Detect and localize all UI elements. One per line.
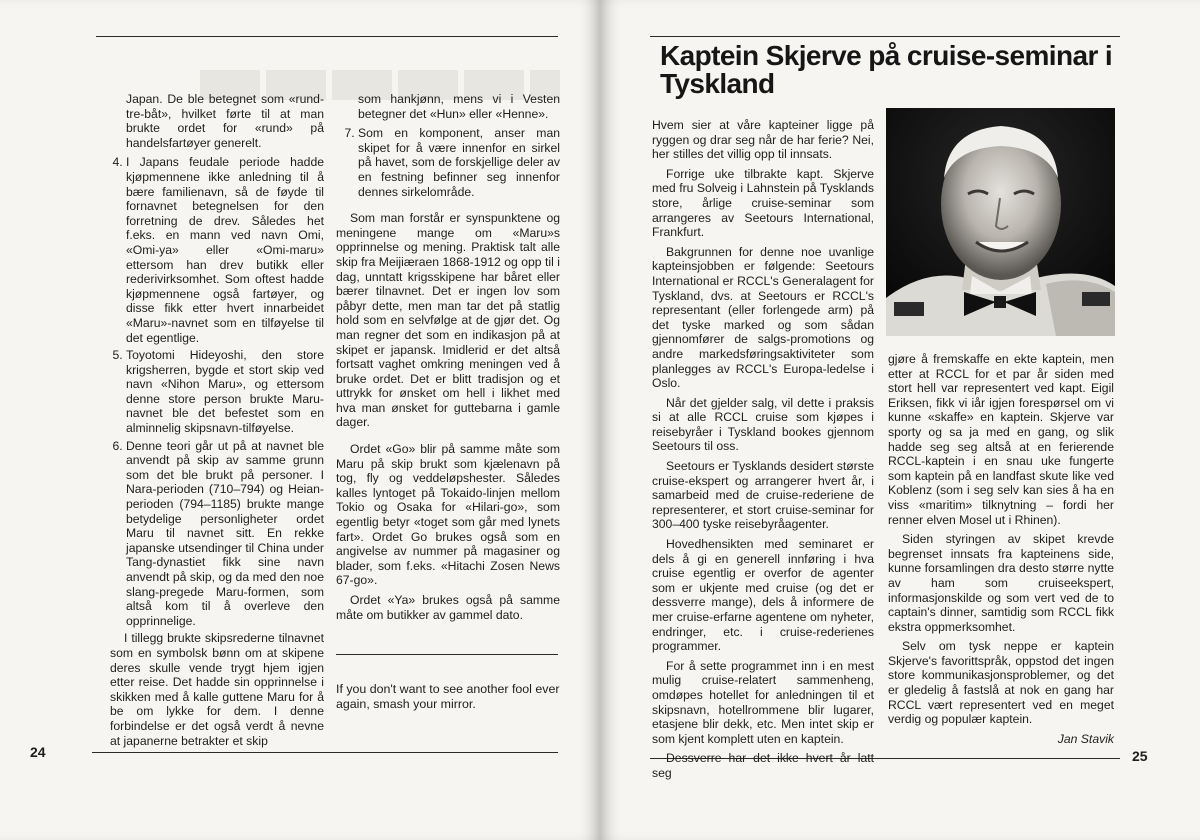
page-number: 24	[30, 744, 46, 760]
paragraph: Ordet «Go» blir på samme måte som Maru på skip brukt som kjælenavn på tog, fly og veddeløpshester. Således kalles lyntoget på Tokaido-linjen mellom Tokio og Osaka for «Hilari-go», som egentlig betyr «toget som går med lynets fart». Ordet Go brukes også som en angivelse av nummer på magasiner og blader, som f.eks. «Hitachi Zosen News 67-go».	[336, 442, 560, 588]
paragraph: I tillegg brukte skipsrederne tilnavnet som en symbolsk bønn om at skipene deres skulle vende trygt hjem igjen etter reise. Det hadde sin opprinnelse i skikken med å kalle guttene Maru for å be om lykke for dem. I denne forbindelse er det også verdt å nevne at japanerne betrakter et skip	[110, 631, 324, 748]
paragraph: gjøre å fremskaffe en ekte kaptein, men etter at RCCL for et par år siden med stort hell var representert ved kapt. Eigil Eriksen, fikk vi iår igjen forespørsel om vi kunne «skaffe» en kaptein. Skjerve var sporty og sa ja med en gang, og slik hadde seg seg altså at en ferierende RCCL-kaptein i en snau uke fungerte som kaptein på en landfast skute like ved Koblenz (som i seg selv kan sies å ha en viss «maritim» tilknytning – fordi her renner elven Mosel ut i Rhinen).	[888, 352, 1114, 527]
article-title: Kaptein Skjerve på cruise-seminar i Tyskland	[660, 40, 1113, 99]
numbered-list	[104, 155, 324, 628]
filler-rule	[336, 654, 558, 655]
list-item: 4. I Japans feudale periode hadde kjøpmennene ikke anledning til å bære familienavn, så de føyde til fornavnet betegnelsen for den forretning de drev. Således het f.eks. en mann ved navn Omi, «Omi-ya» eller «Omi-maru» ettersom han drev butikk eller rederivirksomhet. Som oftest hadde kjøpmennene også fartøyer, og disse fikk etter hvert innarbeidet «Maru»-navnet som en tilføyelse til det egentlige.	[126, 155, 324, 345]
paragraph: Bakgrunnen for denne noe uvanlige kapteinsjobben er følgende: Seetours International er RCCL's Generalagent for Tyskland, dvs. at Seetours er RCCL's representant (eller forlengede arm) på det tyske marked og som sådan gjennomfører de salgs-promotions og andre markedsføringsaktiviteter som planlegges av RCCL's Europa-ledelse i Oslo.	[652, 244, 874, 391]
right-column-2	[888, 352, 1114, 751]
paragraph: Når det gjelder salg, vil dette i praksis si at alle RCCL cruise som kjøpes i reisebyråer i Tyskland bookes gjennom Seetours til oss.	[652, 395, 874, 454]
paragraph: Hvem sier at våre kapteiner ligge på ryggen og drar seg når de har ferie? Nei, her stilles det villig opp til innsats.	[652, 118, 874, 162]
numbered-list	[336, 126, 560, 199]
byline: Jan Stavik	[1057, 731, 1114, 746]
left-column-1	[104, 92, 324, 753]
paragraph: Japan. De ble betegnet som «rund-tre-båt», hvilket førte til at man brukte ordet for «rund» på handelsfartøyer generelt.	[126, 92, 324, 150]
bottom-rule	[92, 752, 558, 753]
top-rule	[96, 36, 558, 37]
paragraph: For å sette programmet inn i en mest mulig cruise-relatert sammenheng, omdøpes hotellet for anledningen til et skipsnavn, hotellrommene blir lugarer, etasjene blir dekk, etc. Men intet skip er som kjent komplett uten en kaptein.	[652, 658, 874, 746]
paragraph: Som man forstår er synspunktene og meningene mange om «Maru»s opprinnelse og mening. Praktisk talt alle skip fra Meijiæraen 1868-1912 og opp til i dag, unntatt krigsskipene har båret eller bærer tilnavnet. Det er ingen lov som påbyr dette, men man tar det på statlig hold som en selvfølge at de gjør det. Og man regner det som en indikasjon på at skipet er japansk. Imidlerid er det altså fortsatt vaghet omkring meningen ved å bruke ordet. Det er blitt tradisjon og et uttrykk for ønsket om hell i likhet med hva man ønsket for guttebarna i gamle dager.	[336, 211, 560, 430]
paragraph: som hankjønn, mens vi i Vesten betegner det «Hun» eller «Henne».	[358, 92, 560, 121]
portrait-photo	[886, 108, 1115, 336]
paragraph: Siden styringen av skipet krevde begrenset innsats fra kapteinens side, kunne forsamlingen dra desto større nytte av ham som cruiseekspert, informasjonskilde og som vert ved de to captain's dinner, samtidig som RCCL fikk ekstra oppmerksomhet.	[888, 532, 1114, 634]
paragraph: Dessverre har det ikke hvert år latt seg	[652, 751, 874, 780]
list-item: 6. Denne teori går ut på at navnet ble anvendt på skip av samme grunn som det ble brukt på personer. I Nara-perioden (710–794) og Heian-perioden (794–1185) brukte mange betydelige personligheter ordet Maru til navnet sitt. En rekke japanske utsendinger til China under Tang-dynastiet fikk sine navn anvendt på skip, og da med den noe slang-pregede Maru-formen, som altså kom til å overleve den opprinnelige.	[126, 439, 324, 629]
paragraph: Hovedhensikten med seminaret er dels å gi en generell innføring i hva cruise egentlig er overfor de agenter som er ukjente med cruise (og det er dessverre mange), dels å informere de mer cruise-erfarne agentene om nyheter, endringer, etc. i cruise-rederienes programmer.	[652, 537, 874, 654]
paragraph: Seetours er Tysklands desidert største cruise-ekspert og arrangerer hvert år, i samarbeid med de cruise-rederiene de representerer, et stort cruise-seminar for 300–400 tyske reisebyråagenter.	[652, 459, 874, 532]
paragraph: Forrige uke tilbrakte kapt. Skjerve med fru Solveig i Lahnstein på Tysklands store, årlige cruise-seminar som arrangeres av Seetours International, Frankfurt.	[652, 166, 874, 240]
left-column-2	[336, 92, 560, 627]
filler-quote: If you don't want to see another fool ever again, smash your mirror.	[336, 682, 560, 711]
captain-portrait-image	[886, 108, 1115, 336]
list-item: 5. Toyotomi Hideyoshi, den store krigsherren, bygde et stort skip ved navn «Nihon Maru», og ettersom denne store person brukte Maru-navnet ble det befestet som en alminnelig skipsnavn-tilføyelse.	[126, 348, 324, 436]
paragraph: Selv om tysk neppe er kaptein Skjerve's favorittspråk, oppstod det ingen store kommunikasjonsproblemer, og det er gledelig å fastslå at nok en gang har RCCL vært representert ved en meget verdig og populær kaptein.	[888, 639, 1114, 727]
right-column-1	[652, 118, 874, 786]
page-number: 25	[1132, 748, 1148, 764]
list-item: 7. Som en komponent, anser man skipet for å være innenfor en sirkel på havet, som de forskjellige deler av en festning befinner seg innenfor dennes sirkelområde.	[358, 126, 560, 199]
paragraph: Ordet «Ya» brukes også på samme måte om butikker av gammel dato.	[336, 593, 560, 622]
top-rule	[650, 36, 1120, 37]
